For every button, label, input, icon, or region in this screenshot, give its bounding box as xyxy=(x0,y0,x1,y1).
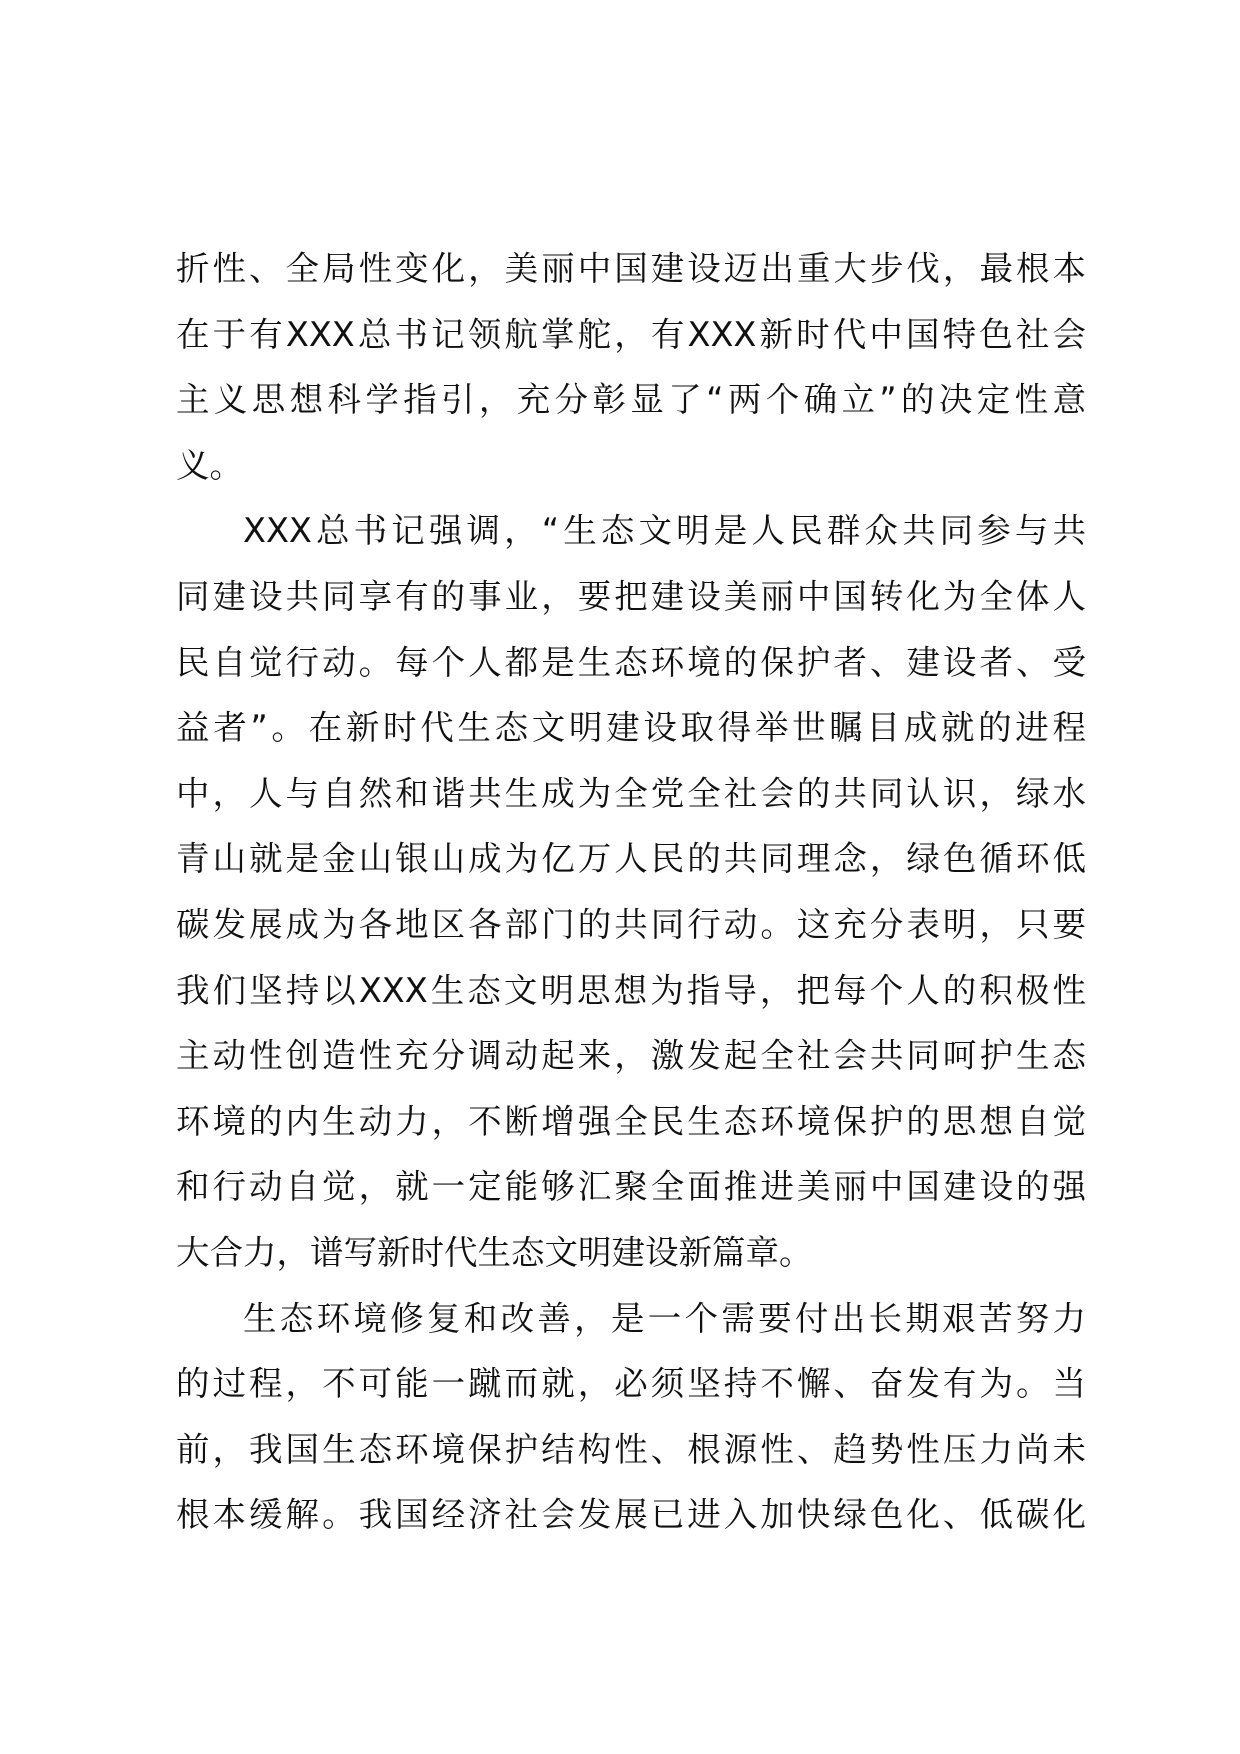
text-line: XXX总书记强调，“生态文明是人民群众共同参与共 xyxy=(243,511,1086,551)
text-line: 主义思想科学指引，充分彰显了“两个确立”的决定性意 xyxy=(176,380,1086,420)
text-line: 主动性创造性充分调动起来，激发起全社会共同呵护生态 xyxy=(176,1036,1086,1076)
paragraph-2 xyxy=(176,498,1086,1285)
text-line: 碳发展成为各地区各部门的共同行动。这充分表明，只要 xyxy=(176,904,1086,944)
text-line: 生态环境修复和改善，是一个需要付出长期艰苦努力 xyxy=(243,1298,1086,1338)
body-text xyxy=(176,236,1086,1548)
text-line: 民自觉行动。每个人都是生态环境的保护者、建设者、受 xyxy=(176,642,1086,682)
text-line: 同建设共同享有的事业，要把建设美丽中国转化为全体人 xyxy=(176,576,1086,616)
text-line: 折性、全局性变化，美丽中国建设迈出重大步伐，最根本 xyxy=(176,249,1086,288)
text-line: 前，我国生态环境保护结构性、根源性、趋势性压力尚未 xyxy=(176,1429,1086,1469)
text-line: 益者”。在新时代生态文明建设取得举世瞩目成就的进程 xyxy=(176,708,1086,748)
text-line: 大合力，谱写新时代生态文明建设新篇章。 xyxy=(176,1232,813,1272)
text-line: 在于有XXX总书记领航掌舵，有XXX新时代中国特色社会 xyxy=(176,314,1086,354)
text-line: 义。 xyxy=(176,445,243,485)
text-line: 中，人与自然和谐共生成为全党全社会的共同认识，绿水 xyxy=(176,773,1086,813)
text-line: 我们坚持以XXX生态文明思想为指导，把每个人的积极性 xyxy=(176,970,1086,1010)
paragraph-1 xyxy=(176,236,1086,498)
paragraph-3 xyxy=(176,1286,1086,1548)
text-line: 环境的内生动力，不断增强全民生态环境保护的思想自觉 xyxy=(176,1101,1086,1141)
text-line: 和行动自觉，就一定能够汇聚全面推进美丽中国建设的强 xyxy=(176,1167,1086,1207)
text-line: 根本缓解。我国经济社会发展已进入加快绿色化、低碳化 xyxy=(176,1495,1086,1535)
text-line: 的过程，不可能一蹴而就，必须坚持不懈、奋发有为。当 xyxy=(176,1364,1086,1404)
text-line: 青山就是金山银山成为亿万人民的共同理念，绿色循环低 xyxy=(176,839,1086,879)
